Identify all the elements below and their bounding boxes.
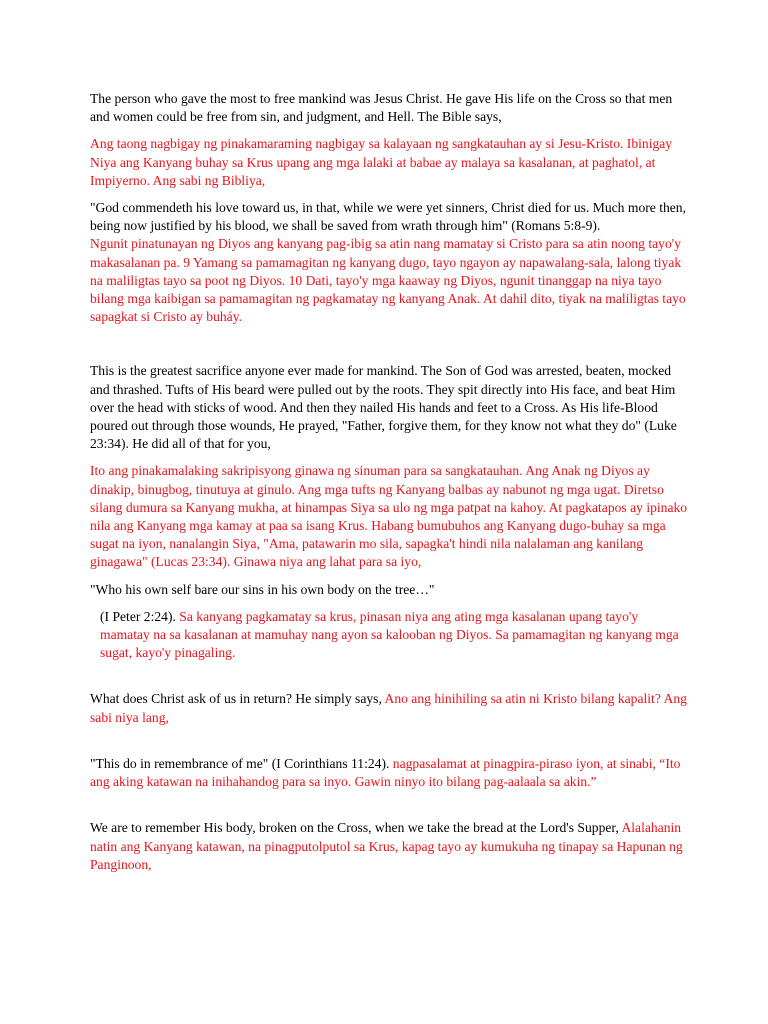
- paragraph-lords-supper: [90, 819, 690, 874]
- document-page: [90, 90, 690, 874]
- lords-supper-english: We are to remember His body, broken on the Cross, when we take the bread at the Lord's Supper,: [90, 820, 622, 836]
- paragraph-english-romans: "God commendeth his love toward us, in that, while we were yet sinners, Christ died for us. Much more then, being now justified by his blood, we shall be saved from wrath through him" (Romans 5:8-9).: [90, 200, 687, 234]
- lords-supper-tagalog: Alalahanin natin ang Kanyang katawan, na pinagputolputol sa Krus, kapag tayo ay kumukuha ng tinapay sa Hapunan ng Panginoon,: [90, 820, 683, 872]
- peter-reference-english: (I Peter 2:24).: [100, 608, 180, 624]
- paragraph-christ-asks: [90, 690, 690, 726]
- paragraph-english-quote-peter: "Who his own self bare our sins in his own body on the tree…": [90, 581, 435, 597]
- remembrance-tagalog: nagpasalamat at pinagpira-piraso iyon, at sinabi, “Ito ang aking katawan na inihahandog para sa inyo. Gawin ninyo ito bilang pag-aalaala sa akin.”: [90, 755, 681, 790]
- paragraph-english-sacrifice: This is the greatest sacrifice anyone ever made for mankind. The Son of God was arrested, beaten, mocked and thrashed. Tufts of His beard were pulled out by the roots. They spit directly into His face, and beat Him over the head with sticks of wood. And then they nailed His hands and feet to a Cross. As His life-Blood poured out through those wounds, He prayed, "Father, forgive them, for they know not what they do" (Luke 23:34). He did all of that for you,: [90, 363, 677, 452]
- christ-asks-english: What does Christ ask of us in return? He simply says,: [90, 691, 385, 707]
- paragraph-remembrance: [90, 755, 690, 791]
- paragraph-tagalog-romans: Ngunit pinatunayan ng Diyos ang kanyang pag-ibig sa atin nang mamatay si Cristo para sa atin noong tayo'y makasalanan pa. 9 Yamang sa pamamagitan ng kanyang dugo, tayo ngayon ay napawalang-sala, lalong tiyak na maliligtas tayo sa poot ng Diyos. 10 Dati, tayo'y mga kaaway ng Diyos, ngunit tinanggap na niya tayo bilang mga kaibigan sa pamamagitan ng pagkamatay ng kanyang Anak. At dahil dito, tiyak na maliligtas tayo sapagkat si Cristo ay buháy.: [90, 236, 686, 325]
- paragraph-english-1: The person who gave the most to free mankind was Jesus Christ. He gave His life on the Cross so that men and women could be free from sin, and judgment, and Hell. The Bible says,: [90, 91, 673, 125]
- paragraph-tagalog-sacrifice: Ito ang pinakamalaking sakripisyong ginawa ng sinuman para sa sangkatauhan. Ang Anak ng Diyos ay dinakip, binugbog, tinutuya at ginulo. Ang mga tufts ng Kanyang balbas ay nabunot ng mga ugat. Diretso silang dumura sa Kanyang mukha, at hinampas Siya sa ulo ng mga patpat na kahoy. At pagkatapos ay ipinako nila ang Kanyang mga kamay at paa sa isang Krus. Habang bumubuhos ang Kanyang dugo-buhay sa mga sugat na iyon, nanalangin Siya, "Ama, patawarin mo sila, sapagka't hindi nila nalalaman ang kanilang ginagawa" (Lucas 23:34). Ginawa niya ang lahat para sa iyo,: [90, 463, 688, 570]
- paragraph-peter-reference: [90, 608, 690, 663]
- peter-reference-tagalog: Sa kanyang pagkamatay sa krus, pinasan niya ang ating mga kasalanan upang tayo'y mamatay na sa kasalanan at mamuhay nang ayon sa kalooban ng Diyos. Sa pamamagitan ng kanyang mga sugat, kayo'y pinagaling.: [100, 608, 679, 661]
- paragraph-tagalog-1: Ang taong nagbigay ng pinakamaraming nagbigay sa kalayaan ng sangkatauhan ay si Jesu-Kristo. Ibinigay Niya ang Kanyang buhay sa Krus upang ang mga lalaki at babae ay malaya sa kasalanan, at paghatol, at Impiyerno. Ang sabi ng Bibliya,: [90, 136, 673, 188]
- remembrance-english: "This do in remembrance of me" (I Corinthians 11:24).: [90, 755, 393, 771]
- christ-asks-tagalog: Ano ang hinihiling sa atin ni Kristo bilang kapalit? Ang sabi niya lang,: [90, 691, 687, 725]
